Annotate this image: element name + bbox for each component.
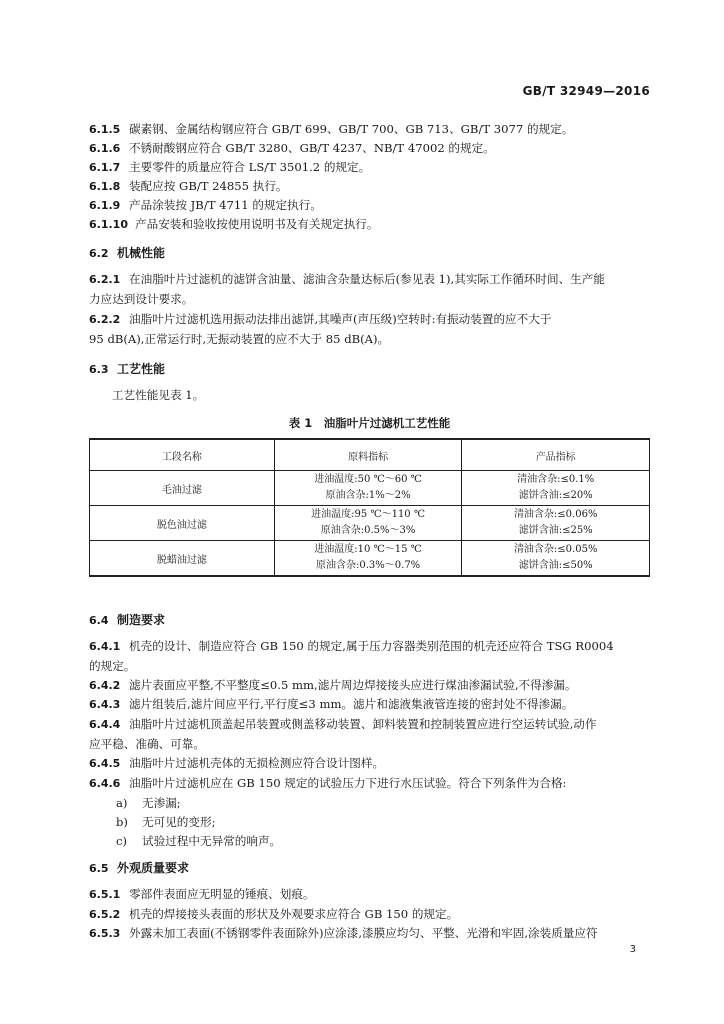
clause-6-2-1-continuation: 力应达到设计要求。 [89, 292, 194, 306]
product-index-impurity: 清油含杂:≤0.1% [517, 474, 595, 485]
section-title: 工艺性能 [117, 362, 166, 376]
section-heading-6-5 [89, 859, 189, 876]
raw-index-impurity: 原油含杂:1%～2% [325, 490, 411, 501]
clause-number: 6.1.5 [89, 123, 121, 136]
product-index-impurity: 清油含杂:≤0.06% [513, 509, 598, 520]
clause-6-4-4-continuation: 应平稳、准确、可靠。 [89, 737, 205, 751]
clause-text: 外露未加工表面(不锈钢零件表面除外)应涂漆,漆膜应均匀、平整、光滑和牢固,涂装质量应符 [129, 926, 598, 940]
section-6-3-intro: 工艺性能见表 1。 [112, 388, 205, 402]
clause-6-4-6 [89, 775, 650, 792]
clause-6-5-1 [89, 886, 650, 903]
product-index-impurity: 清油含杂:≤0.05% [513, 544, 598, 555]
clause-text: 油脂叶片过滤机选用振动法排出滤饼,其噪声(声压级)空转时:有振动装置的应不大于 [129, 312, 552, 326]
raw-index-impurity: 原油含杂:0.3%～0.7% [316, 560, 421, 571]
section-number: 6.3 [89, 363, 109, 376]
clause-text: 装配应按 GB/T 24855 执行。 [129, 179, 288, 193]
clause-text: 主要零件的质量应符合 LS/T 3501.2 的规定。 [129, 160, 371, 174]
clause-text: 机壳的焊接接头表面的形状及外观要求应符合 GB 150 的规定。 [129, 907, 459, 921]
list-item-tag: c) [116, 834, 128, 848]
standard-code: GB/T 32949—2016 [522, 84, 650, 98]
section-title: 机械性能 [117, 246, 166, 260]
clause-number: 6.1.9 [89, 199, 121, 212]
clause-text: 零部件表面应无明显的锤痕、划痕。 [129, 887, 315, 901]
clause-6-4-2 [89, 677, 650, 694]
product-index-cell [462, 471, 650, 506]
clause-6-4-1-continuation: 的规定。 [89, 659, 136, 673]
list-item [116, 833, 281, 849]
list-item-text: 试验过程中无异常的响声。 [142, 834, 282, 848]
section-number: 6.4 [89, 614, 109, 627]
section-heading-6-3 [89, 360, 165, 377]
list-item-tag: a) [116, 796, 128, 810]
clause-number: 6.4.5 [89, 757, 121, 770]
clause-text: 机壳的设计、制造应符合 GB 150 的规定,属于压力容器类别范围的机壳还应符合 TSG R0004 [129, 639, 614, 653]
raw-index-cell [274, 541, 462, 577]
clause-number: 6.2.1 [89, 273, 121, 286]
stage-name: 脱色油过滤 [90, 506, 275, 541]
clause-6-2-2-continuation: 95 dB(A),正常运行时,无振动装置的应不大于 85 dB(A)。 [89, 332, 390, 346]
clause-text: 滤片组装后,滤片间应平行,平行度≤3 mm。滤片和滤液集液管连接的密封处不得渗漏。 [129, 697, 574, 711]
clause-text: 碳素钢、金属结构钢应符合 GB/T 699、GB/T 700、GB 713、GB/T 3077 的规定。 [129, 122, 574, 136]
list-item-tag: b) [116, 815, 128, 829]
column-header-raw-index: 原料指标 [274, 439, 462, 471]
stage-name: 毛油过滤 [90, 471, 275, 506]
list-item [116, 795, 181, 811]
table-row [90, 506, 650, 541]
section-number: 6.2 [89, 247, 109, 260]
clause-6-2-2 [89, 311, 650, 328]
section-heading-6-4 [89, 611, 165, 628]
product-index-cell [462, 506, 650, 541]
stage-name: 脱蜡油过滤 [90, 541, 275, 577]
section-title: 制造要求 [117, 613, 166, 627]
clause-6-1-10 [89, 216, 650, 233]
clause-6-1-5 [89, 121, 650, 138]
table-row [90, 471, 650, 506]
section-title: 外观质量要求 [117, 861, 190, 875]
raw-index-cell [274, 506, 462, 541]
clause-number: 6.1.8 [89, 180, 121, 193]
table-header-row [90, 439, 650, 471]
clause-6-1-6 [89, 140, 650, 157]
table-row [90, 541, 650, 577]
table-caption: 表 1 油脂叶片过滤机工艺性能 [288, 416, 451, 430]
clause-number: 6.4.2 [89, 679, 121, 692]
clause-number: 6.5.1 [89, 888, 121, 901]
clause-text: 油脂叶片过滤机应在 GB 150 规定的试验压力下进行水压试验。符合下列条件为合格: [129, 776, 567, 790]
clause-number: 6.4.3 [89, 698, 121, 711]
clause-text: 滤片表面应平整,不平整度≤0.5 mm,滤片周边焊接接头应进行煤油渗漏试验,不得渗漏。 [129, 678, 577, 692]
clause-number: 6.4.6 [89, 777, 121, 790]
clause-text: 产品涂装按 JB/T 4711 的规定执行。 [129, 198, 322, 212]
clause-number: 6.1.10 [89, 218, 128, 231]
page-number: 3 [629, 944, 636, 955]
clause-6-1-7 [89, 159, 650, 176]
clause-text: 产品安装和验收按使用说明书及有关规定执行。 [135, 217, 379, 231]
list-item-text: 无可见的变形; [142, 815, 216, 829]
column-header-stage: 工段名称 [90, 439, 275, 471]
raw-index-cell [274, 471, 462, 506]
clause-6-4-1 [89, 638, 650, 655]
clause-number: 6.5.2 [89, 908, 121, 921]
clause-number: 6.1.7 [89, 161, 121, 174]
clause-6-4-4 [89, 716, 650, 733]
clause-6-4-5 [89, 755, 650, 772]
column-header-product-index: 产品指标 [462, 439, 650, 471]
clause-number: 6.5.3 [89, 927, 121, 940]
clause-6-1-9 [89, 197, 650, 214]
clause-6-1-8 [89, 178, 650, 195]
clause-number: 6.4.4 [89, 718, 121, 731]
raw-index-impurity: 原油含杂:0.5%～3% [320, 525, 416, 536]
process-performance-table [89, 438, 650, 577]
clause-6-2-1 [89, 271, 650, 288]
clause-6-5-3 [89, 925, 650, 942]
raw-index-temp: 进油温度:50 ℃～60 ℃ [314, 474, 422, 485]
product-index-cake-oil: 滤饼含油:≤50% [518, 560, 593, 571]
raw-index-temp: 进油温度:10 ℃～15 ℃ [314, 544, 422, 555]
product-index-cell [462, 541, 650, 577]
list-item [116, 814, 215, 830]
clause-6-5-2 [89, 906, 650, 923]
clause-number: 6.1.6 [89, 142, 121, 155]
raw-index-temp: 进油温度:95 ℃～110 ℃ [311, 509, 426, 520]
clause-number: 6.4.1 [89, 640, 121, 653]
list-item-text: 无渗漏; [142, 796, 181, 810]
clause-text: 油脂叶片过滤机壳体的无损检测应符合设计图样。 [129, 756, 385, 770]
clause-6-4-3 [89, 696, 650, 713]
product-index-cake-oil: 滤饼含油:≤20% [518, 490, 593, 501]
clause-number: 6.2.2 [89, 313, 121, 326]
clause-text: 油脂叶片过滤机顶盖起吊装置或侧盖移动装置、卸料装置和控制装置应进行空运转试验,动作 [129, 717, 597, 731]
section-number: 6.5 [89, 862, 109, 875]
product-index-cake-oil: 滤饼含油:≤25% [518, 525, 593, 536]
clause-text: 不锈耐酸钢应符合 GB/T 3280、GB/T 4237、NB/T 47002 的规定。 [129, 141, 495, 155]
section-heading-6-2 [89, 244, 165, 261]
clause-text: 在油脂叶片过滤机的滤饼含油量、滤油含杂量达标后(参见表 1),其实际工作循环时间、生产能 [129, 272, 605, 286]
